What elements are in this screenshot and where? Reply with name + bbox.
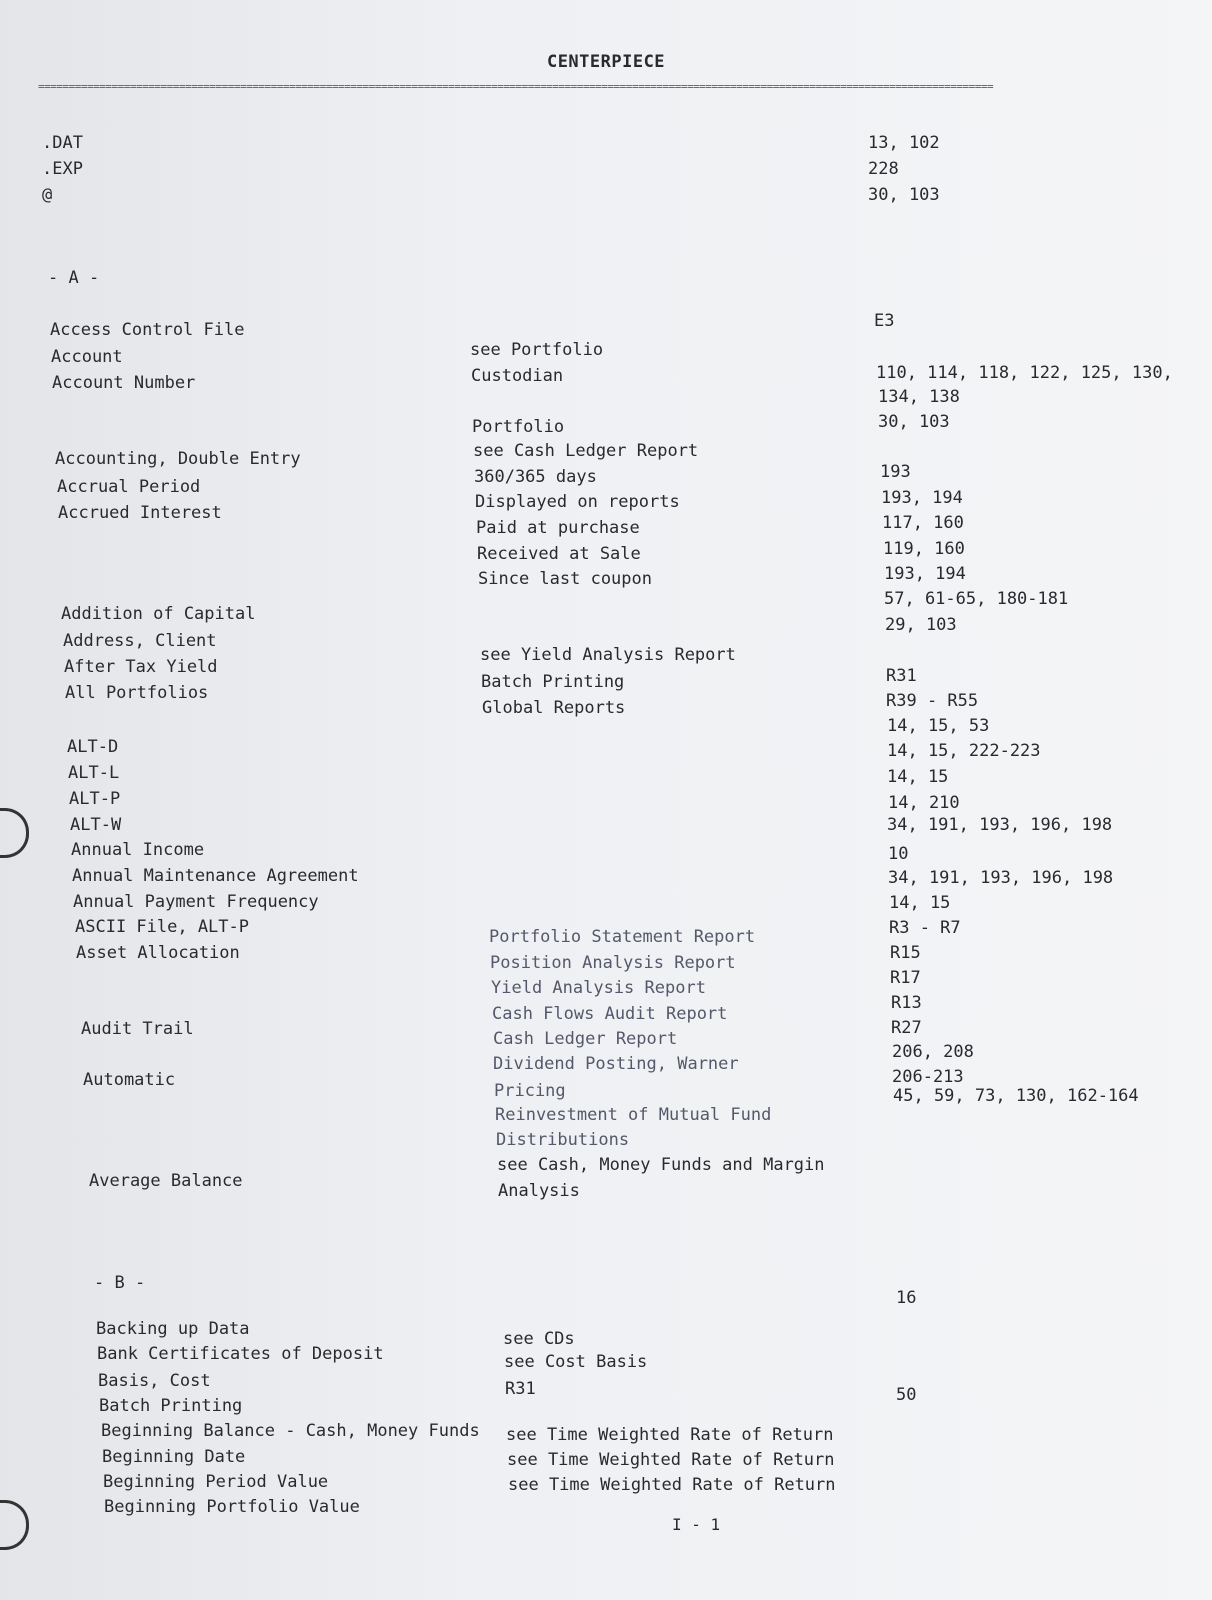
index-subterm: Analysis: [498, 1181, 580, 1201]
section-heading-a: - A -: [48, 268, 100, 288]
index-subterm: see Yield Analysis Report: [480, 645, 736, 665]
index-term: @: [42, 185, 53, 205]
index-subterm: Reinvestment of Mutual Fund: [495, 1105, 772, 1125]
index-subterm: Portfolio Statement Report: [489, 927, 756, 947]
index-ref: 10: [888, 844, 909, 864]
index-ref: 193, 194: [881, 488, 963, 508]
index-ref: 206, 208: [892, 1042, 974, 1062]
index-subterm: R31: [505, 1379, 536, 1399]
header-rule: ============================================================================================================================================================: [38, 80, 994, 93]
index-term: Annual Maintenance Agreement: [72, 866, 359, 886]
index-ref: 206-213: [892, 1067, 964, 1087]
index-term: ALT-P: [69, 789, 121, 809]
index-ref: 30, 103: [868, 185, 940, 205]
index-ref: 13, 102: [868, 133, 940, 153]
index-term: ALT-D: [67, 737, 119, 757]
index-subterm: see Time Weighted Rate of Return: [507, 1450, 835, 1470]
index-term: Beginning Period Value: [103, 1472, 329, 1492]
index-term: After Tax Yield: [64, 657, 218, 677]
index-ref: 193, 194: [884, 564, 966, 584]
index-subterm: see Portfolio: [470, 340, 604, 360]
index-subterm: Position Analysis Report: [490, 953, 736, 973]
index-subterm: Pricing: [494, 1081, 566, 1101]
index-ref: 193: [880, 462, 911, 482]
index-ref: 34, 191, 193, 196, 198: [888, 868, 1114, 888]
index-term: Batch Printing: [99, 1396, 243, 1416]
index-term: ALT-W: [70, 815, 122, 835]
index-ref: 50: [896, 1385, 917, 1405]
index-ref: 228: [868, 159, 899, 179]
index-subterm: Cash Ledger Report: [493, 1029, 678, 1049]
page-title: CENTERPIECE: [546, 52, 666, 72]
index-term: Beginning Portfolio Value: [104, 1497, 360, 1517]
index-term: Account Number: [52, 373, 196, 393]
index-subterm: Batch Printing: [481, 672, 625, 692]
index-term: Access Control File: [50, 320, 245, 340]
index-subterm: Displayed on reports: [475, 492, 680, 512]
index-subterm: 360/365 days: [474, 467, 597, 487]
index-ref: 57, 61-65, 180-181: [884, 589, 1069, 609]
index-ref: R13: [891, 993, 922, 1013]
index-term: Bank Certificates of Deposit: [97, 1344, 384, 1364]
index-term: Accounting, Double Entry: [55, 449, 301, 469]
index-subterm: Global Reports: [482, 698, 626, 718]
index-subterm: see CDs: [503, 1329, 575, 1349]
index-term: Beginning Balance - Cash, Money Funds: [101, 1421, 480, 1441]
index-subterm: Yield Analysis Report: [491, 978, 706, 998]
index-subterm: see Cash, Money Funds and Margin: [497, 1155, 825, 1175]
index-ref: 14, 15: [889, 893, 951, 913]
index-ref: R17: [890, 968, 921, 988]
index-ref: 14, 15, 53: [887, 716, 990, 736]
index-term: .EXP: [42, 159, 83, 179]
index-term: Address, Client: [63, 631, 217, 651]
index-ref: R31: [886, 666, 917, 686]
index-ref: E3: [874, 311, 895, 331]
index-term: All Portfolios: [65, 683, 209, 703]
index-ref: 16: [896, 1288, 917, 1308]
index-term: Accrual Period: [57, 477, 201, 497]
index-term: Annual Income: [71, 840, 205, 860]
index-ref: 14, 15: [887, 767, 949, 787]
index-term: Backing up Data: [96, 1319, 250, 1339]
section-heading-b: - B -: [94, 1273, 146, 1293]
index-term: Audit Trail: [81, 1019, 194, 1039]
index-term: Annual Payment Frequency: [73, 892, 319, 912]
index-ref: 29, 103: [885, 615, 957, 635]
index-subterm: Received at Sale: [477, 544, 641, 564]
binder-ring: [0, 1500, 29, 1550]
index-ref: 134, 138: [878, 387, 960, 407]
index-ref: 110, 114, 118, 122, 125, 130,: [876, 363, 1173, 383]
index-term: ALT-L: [68, 763, 120, 783]
index-term: Addition of Capital: [61, 604, 256, 624]
binder-ring: [0, 808, 29, 858]
index-term: .DAT: [42, 133, 83, 153]
index-ref: 45, 59, 73, 130, 162-164: [893, 1086, 1139, 1106]
page-number: I - 1: [672, 1515, 721, 1534]
index-subterm: see Cash Ledger Report: [473, 441, 699, 461]
index-subterm: see Time Weighted Rate of Return: [508, 1475, 836, 1495]
index-term: Account: [51, 347, 123, 367]
index-term: Basis, Cost: [98, 1371, 211, 1391]
index-subterm: Cash Flows Audit Report: [492, 1004, 728, 1024]
index-ref: 34, 191, 193, 196, 198: [887, 815, 1113, 835]
index-ref: R39 - R55: [886, 691, 979, 711]
index-ref: 117, 160: [882, 513, 964, 533]
index-subterm: Since last coupon: [478, 569, 652, 589]
index-subterm: Paid at purchase: [476, 518, 640, 538]
index-subterm: Dividend Posting, Warner: [493, 1054, 739, 1074]
index-ref: 119, 160: [883, 539, 965, 559]
index-ref: 14, 15, 222-223: [887, 741, 1041, 761]
index-term: Automatic: [83, 1070, 176, 1090]
index-subterm: see Cost Basis: [504, 1352, 648, 1372]
index-subterm: see Time Weighted Rate of Return: [506, 1425, 834, 1445]
index-ref: 30, 103: [878, 412, 950, 432]
index-ref: R3 - R7: [889, 918, 961, 938]
index-term: Asset Allocation: [76, 943, 240, 963]
index-subterm: Portfolio: [472, 417, 565, 437]
index-ref: R27: [891, 1018, 922, 1038]
index-ref: R15: [890, 943, 921, 963]
index-term: Average Balance: [89, 1171, 243, 1191]
index-subterm: Distributions: [496, 1130, 630, 1150]
index-subterm: Custodian: [471, 366, 564, 386]
index-term: Accrued Interest: [58, 503, 222, 523]
index-term: ASCII File, ALT-P: [75, 917, 249, 937]
index-ref: 14, 210: [888, 793, 960, 813]
index-term: Beginning Date: [102, 1447, 246, 1467]
